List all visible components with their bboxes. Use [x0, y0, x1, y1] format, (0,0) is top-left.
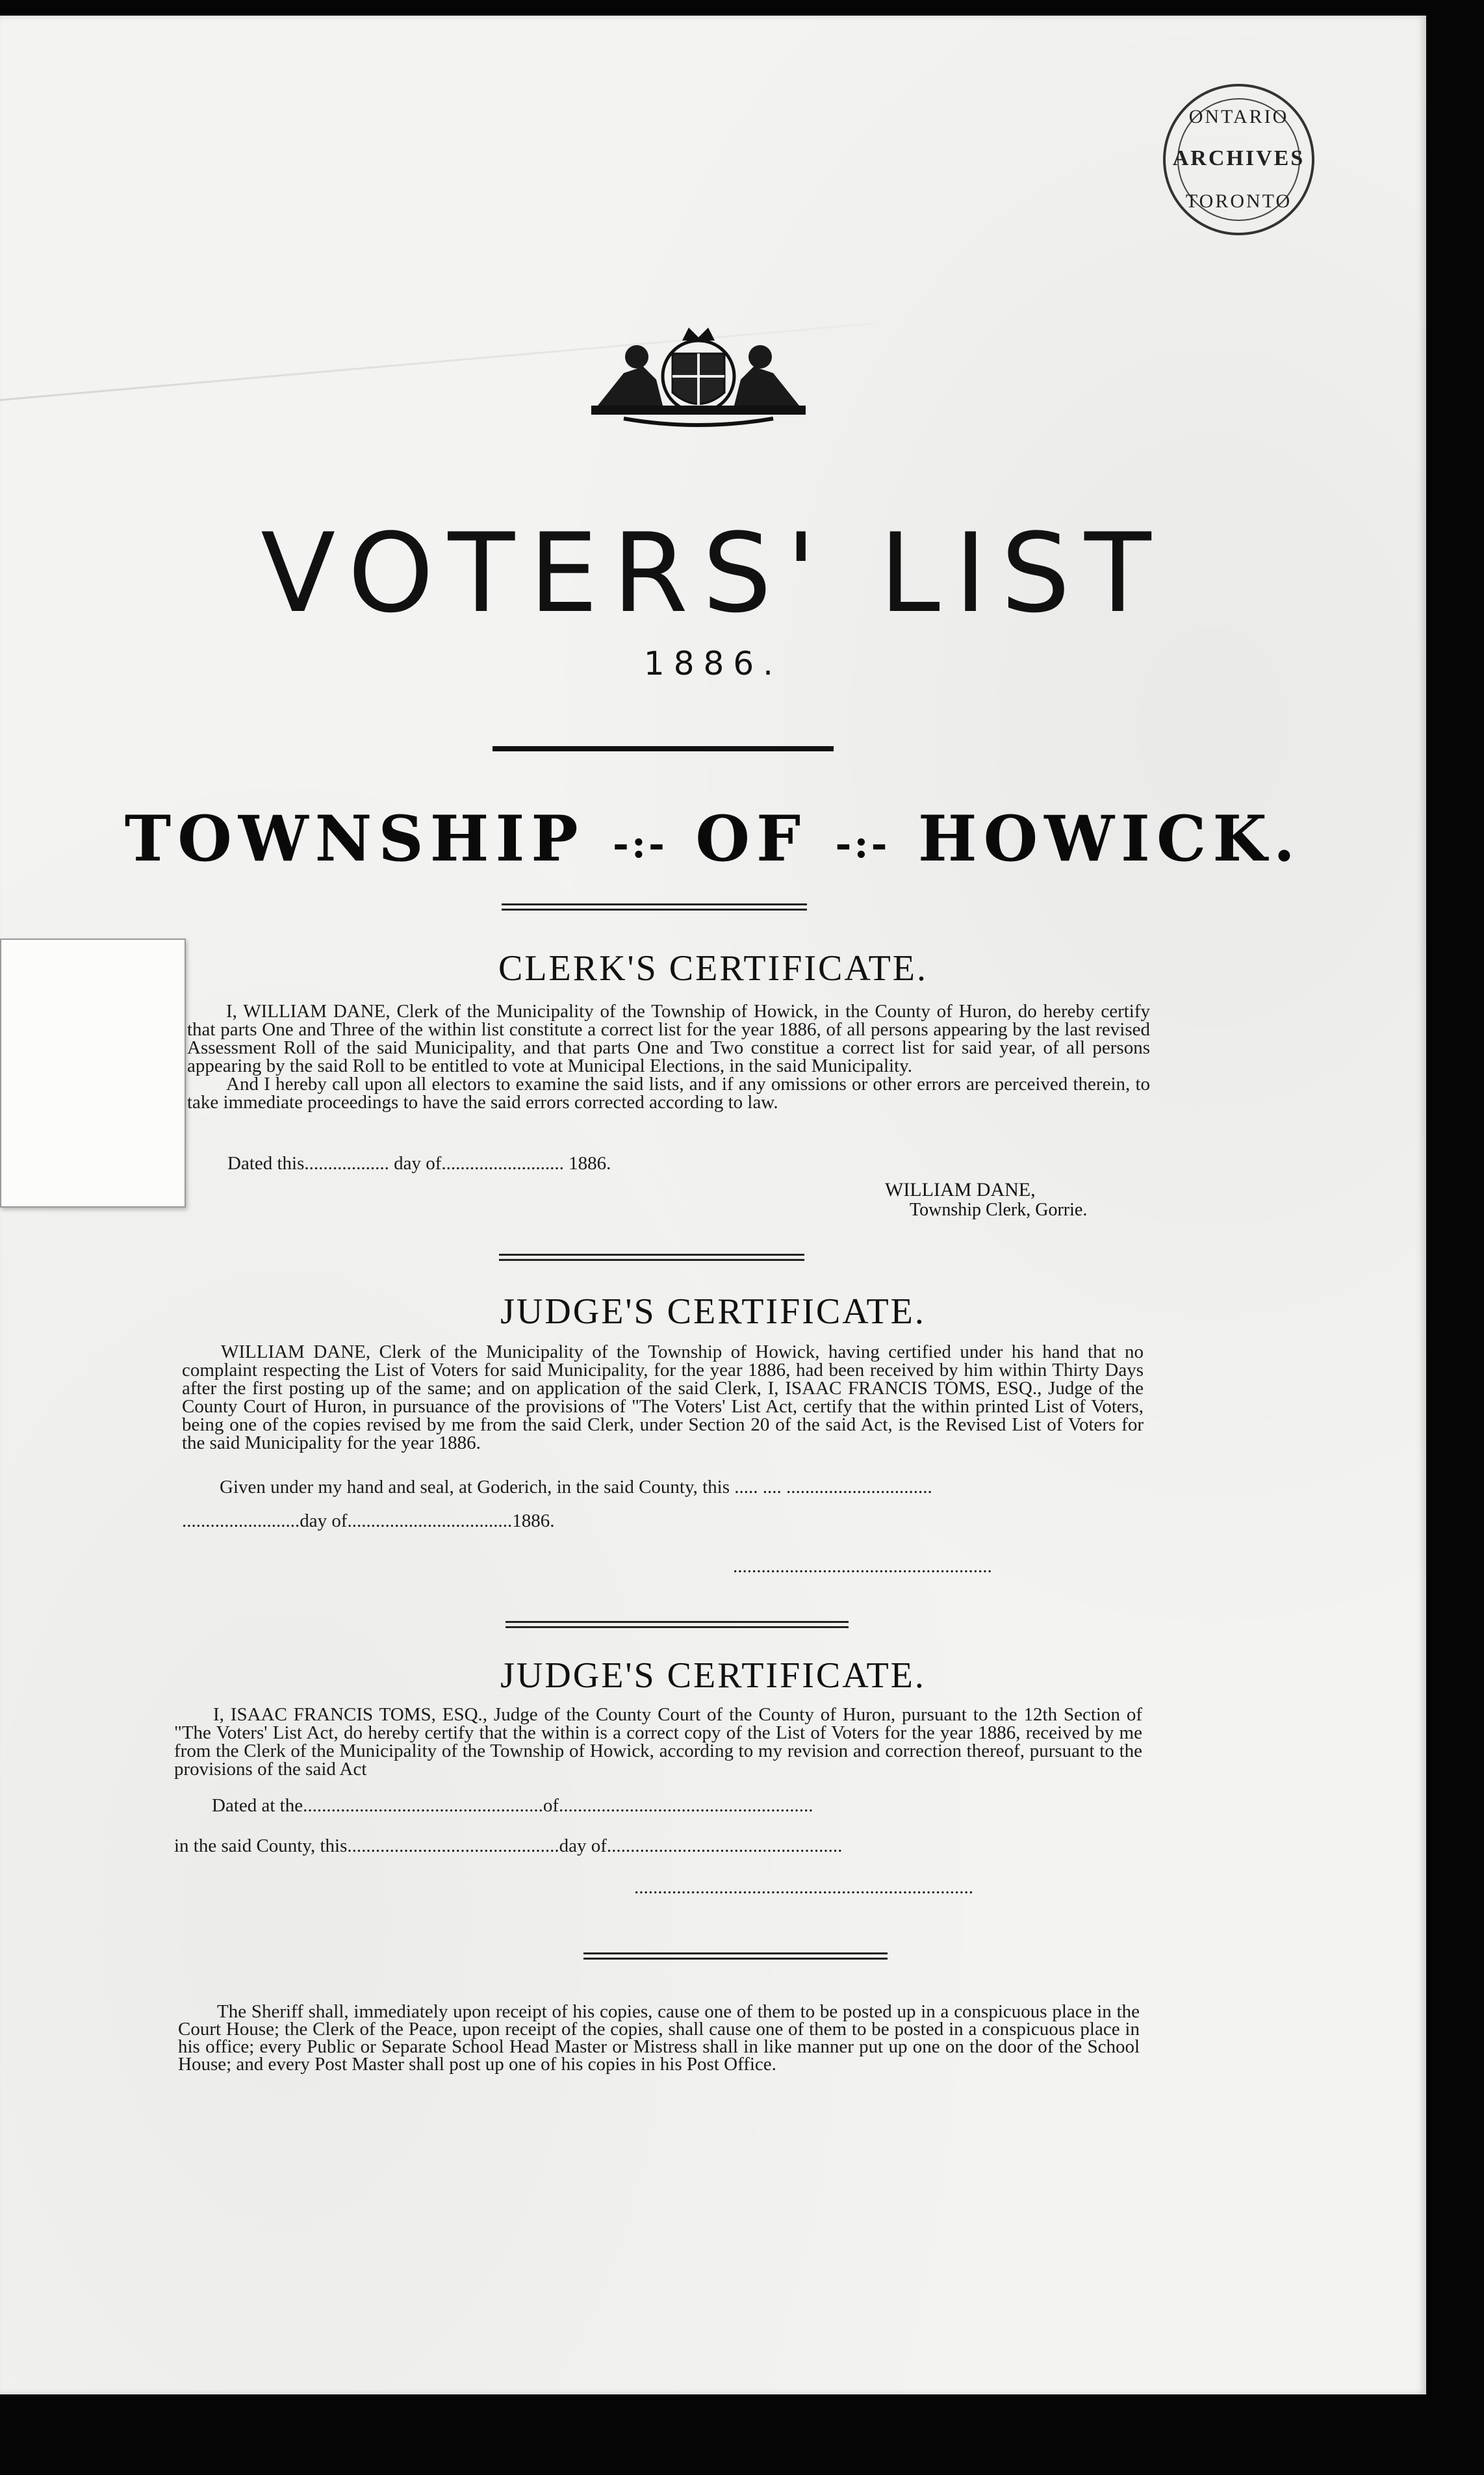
clerk-signature-title: Township Clerk, Gorrie. [910, 1200, 1088, 1220]
township-of: OF [695, 802, 808, 875]
divider [505, 1621, 849, 1628]
clerk-signature-name: WILLIAM DANE, [885, 1179, 1036, 1200]
clerk-certificate-body [187, 1002, 1150, 1111]
township-name: HOWICK. [917, 802, 1302, 875]
judge-2-county-line: in the said County, this.............................................day of.................................................. [174, 1835, 843, 1856]
posting-instructions-text: The Sheriff shall, immediately upon receipt of his copies, cause one of them to be posted up in a conspicuous place in the Court House; the Clerk of the Peace, upon receipt of the copies, shall cause one of them to be posted in a conspicuous place in his office; every Public or Separate School Head Master or Mistress shall in like manner put up one on the door of the School House; and every Post Master shall post up one of his copies in his Post Office. [178, 2001, 1140, 2075]
archives-stamp [1163, 84, 1314, 235]
judge-1-day-line: .........................day of...................................1886. [182, 1510, 555, 1531]
document-page [0, 16, 1426, 2394]
judge-1-paragraph: WILLIAM DANE, Clerk of the Municipality of the Township of Howick, having certified under his hand that no complaint respecting the List of Voters for said Municipality, for the year 1886, had been received by him within Thirty Days after the first posting up of the same; and on application of the said Clerk, I, ISAAC FRANCIS TOMS, ESQ., Judge of the County Court of Huron, in pursuance of the provisions of "The Voters' List Act, certify that the within printed List of Voters, being one of the copies revised by me from the said Clerk, under Section 20 of the said Act, is the Revised List of Voters for the said Municipality for the year 1886. [182, 1341, 1144, 1453]
judge-certificate-2-heading: JUDGE'S CERTIFICATE. [500, 1655, 926, 1696]
judge-1-given-line: Given under my hand and seal, at Goderich, in the said County, this ..... .... ............................... [220, 1477, 932, 1497]
stamp-bottom-text: TORONTO [1185, 190, 1292, 212]
judge-certificate-1-heading: JUDGE'S CERTIFICATE. [500, 1291, 926, 1332]
ornament-separator: -:- [835, 822, 890, 868]
judge-1-signature-line: ....................................................... [733, 1556, 992, 1577]
clerk-dated-line: Dated this.................. day of.......................... 1886. [227, 1153, 611, 1174]
township-word: TOWNSHIP [124, 802, 585, 875]
judge-2-dated-line: Dated at the...................................................of...................................................... [212, 1795, 813, 1816]
township-heading [0, 802, 1426, 875]
judge-certificate-1-body [182, 1343, 1144, 1452]
ornament-separator: -:- [612, 822, 667, 868]
judge-2-paragraph: I, ISAAC FRANCIS TOMS, ESQ., Judge of the County Court of the County of Huron, pursuant to the 12th Section of "The Voters' List Act, do hereby certify that the within is a correct copy of the List of Voters for the year 1886, received by me from the Clerk of the Municipality of the Township of Howick, according to my revision and correction thereof, pursuant to the provisions of the said Act [174, 1704, 1142, 1780]
document-title: VOTERS' LIST [261, 510, 1166, 637]
clerk-paragraph-2: And I hereby call upon all electors to examine the said lists, and if any omissions or other errors are perceived therein, to take immediate proceedings to have the said errors corrected according to law. [187, 1074, 1150, 1113]
clerk-certificate-heading: CLERK'S CERTIFICATE. [498, 948, 928, 989]
divider [502, 903, 807, 911]
stamp-top-text: ONTARIO [1188, 106, 1289, 127]
document-year: 1886. [643, 645, 783, 682]
stamp-middle-text: ARCHIVES [1172, 146, 1305, 170]
divider [493, 746, 834, 751]
posting-instructions [178, 2003, 1140, 2073]
divider [583, 1952, 888, 1960]
divider [499, 1254, 804, 1261]
royal-crest-icon [585, 328, 812, 432]
clerk-paragraph-1: I, WILLIAM DANE, Clerk of the Municipality of the Township of Howick, in the County of Huron, do hereby certify that parts One and Three of the within list constitute a correct list for the year 1886, of all persons appearing by the last revised Assessment Roll of the said Municipality, and that parts One and Two constitue a correct list for said year, of all persons appearing by the said Roll to be entitled to vote at Municipal Elections, in the said Municipality. [187, 1001, 1150, 1076]
judge-2-signature-line: ........................................................................ [634, 1877, 973, 1898]
judge-certificate-2-body [174, 1705, 1142, 1778]
